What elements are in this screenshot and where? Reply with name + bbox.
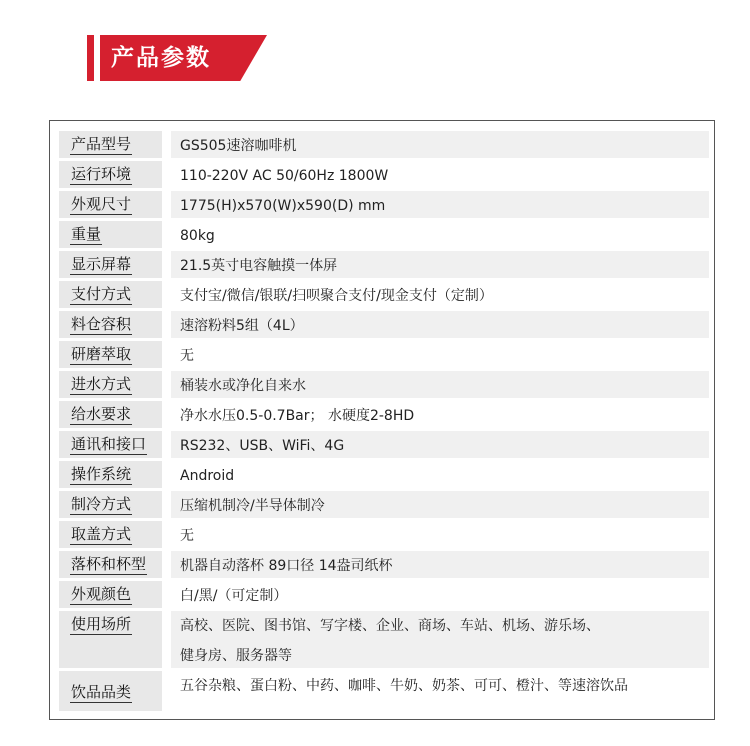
spec-value-cell xyxy=(171,431,709,458)
spec-label-cell xyxy=(59,521,162,548)
spec-label: 外观尺寸 xyxy=(71,195,132,213)
spec-value-cell xyxy=(171,581,709,608)
spec-row-dimensions xyxy=(59,191,709,218)
spec-value-cell xyxy=(171,161,709,188)
header-accent-bar xyxy=(87,35,94,81)
spec-value: 21.5英寸电容触摸一体屏 xyxy=(180,258,338,274)
spec-table xyxy=(49,120,715,720)
spec-value-cell xyxy=(171,311,709,338)
spec-value-cell xyxy=(171,671,709,711)
spec-value-cell xyxy=(171,491,709,518)
spec-label: 料仓容积 xyxy=(71,315,132,333)
spec-label-cell xyxy=(59,281,162,308)
spec-label: 显示屏幕 xyxy=(71,255,132,273)
spec-label: 重量 xyxy=(71,225,102,243)
spec-value: 速溶粉料5组（4L） xyxy=(180,318,304,334)
spec-label-cell xyxy=(59,551,162,578)
spec-label-cell xyxy=(59,491,162,518)
section-header xyxy=(87,35,267,81)
spec-label: 运行环境 xyxy=(71,165,132,183)
spec-row-connectivity xyxy=(59,431,709,458)
spec-label-cell xyxy=(59,191,162,218)
spec-label: 给水要求 xyxy=(71,405,132,423)
spec-value: 110-220V AC 50/60Hz 1800W xyxy=(180,168,389,184)
spec-row-grinding xyxy=(59,341,709,368)
spec-value-cell xyxy=(171,131,709,158)
spec-row-cooling xyxy=(59,491,709,518)
spec-value: 高校、医院、图书馆、写字楼、企业、商场、车站、机场、游乐场、 xyxy=(180,618,600,634)
spec-value: 五谷杂粮、蛋白粉、中药、咖啡、牛奶、奶茶、可可、橙汁、等速溶饮品 xyxy=(180,678,628,694)
spec-value-cell xyxy=(171,251,709,278)
spec-label-cell xyxy=(59,461,162,488)
spec-value: 无 xyxy=(180,348,194,364)
spec-value-line2: 健身房、服务器等 xyxy=(180,648,292,664)
spec-value: 白/黑/（可定制） xyxy=(180,588,288,604)
spec-row-model xyxy=(59,131,709,158)
spec-value: 无 xyxy=(180,528,194,544)
spec-row-power xyxy=(59,161,709,188)
spec-label-cell xyxy=(59,611,162,668)
section-title: 产品参数 xyxy=(111,45,211,71)
spec-row-beverages xyxy=(59,671,709,711)
spec-label: 外观颜色 xyxy=(71,585,132,603)
spec-label: 支付方式 xyxy=(71,285,132,303)
spec-value: 1775(H)x570(W)x590(D) mm xyxy=(180,198,386,214)
spec-value: RS232、USB、WiFi、4G xyxy=(180,438,345,454)
spec-label-cell xyxy=(59,341,162,368)
spec-label: 落杯和杯型 xyxy=(71,555,147,573)
spec-label: 产品型号 xyxy=(71,135,132,153)
spec-value-cell xyxy=(171,371,709,398)
spec-label: 通讯和接口 xyxy=(71,435,147,453)
spec-row-water-requirement xyxy=(59,401,709,428)
spec-label-cell xyxy=(59,311,162,338)
spec-label-cell xyxy=(59,161,162,188)
spec-value: 支付宝/微信/银联/扫呗聚合支付/现金支付（定制） xyxy=(180,288,493,304)
spec-row-payment xyxy=(59,281,709,308)
spec-label-cell xyxy=(59,371,162,398)
spec-row-venues xyxy=(59,611,709,668)
spec-label-cell xyxy=(59,251,162,278)
spec-label-cell xyxy=(59,221,162,248)
spec-row-color xyxy=(59,581,709,608)
spec-label: 操作系统 xyxy=(71,465,132,483)
spec-label-cell xyxy=(59,671,162,711)
spec-label-cell xyxy=(59,431,162,458)
spec-value-cell xyxy=(171,551,709,578)
spec-value-cell xyxy=(171,221,709,248)
spec-label: 使用场所 xyxy=(71,615,132,633)
spec-value-cell xyxy=(171,191,709,218)
spec-row-os xyxy=(59,461,709,488)
spec-value-cell xyxy=(171,401,709,428)
spec-value: 80kg xyxy=(180,228,215,244)
spec-value: 净水水压0.5-0.7Bar； 水硬度2-8HD xyxy=(180,408,415,424)
spec-row-screen xyxy=(59,251,709,278)
spec-value: GS505速溶咖啡机 xyxy=(180,138,297,154)
spec-value-cell xyxy=(171,521,709,548)
spec-label-cell xyxy=(59,131,162,158)
spec-value-cell xyxy=(171,611,709,668)
spec-value-cell xyxy=(171,281,709,308)
spec-label: 取盖方式 xyxy=(71,525,132,543)
spec-label-cell xyxy=(59,581,162,608)
spec-row-hopper xyxy=(59,311,709,338)
spec-label: 进水方式 xyxy=(71,375,132,393)
spec-value-cell xyxy=(171,341,709,368)
spec-value: 压缩机制冷/半导体制冷 xyxy=(180,498,325,514)
spec-label: 制冷方式 xyxy=(71,495,132,513)
spec-label: 研磨萃取 xyxy=(71,345,132,363)
spec-row-lid xyxy=(59,521,709,548)
spec-row-weight xyxy=(59,221,709,248)
spec-value: 机器自动落杯 89口径 14盎司纸杯 xyxy=(180,558,393,574)
spec-row-water-inlet xyxy=(59,371,709,398)
spec-value: Android xyxy=(180,468,235,484)
spec-value-cell xyxy=(171,461,709,488)
spec-value: 桶装水或净化自来水 xyxy=(180,378,306,394)
spec-row-cup xyxy=(59,551,709,578)
spec-label-cell xyxy=(59,401,162,428)
spec-label: 饮品品类 xyxy=(71,683,132,701)
